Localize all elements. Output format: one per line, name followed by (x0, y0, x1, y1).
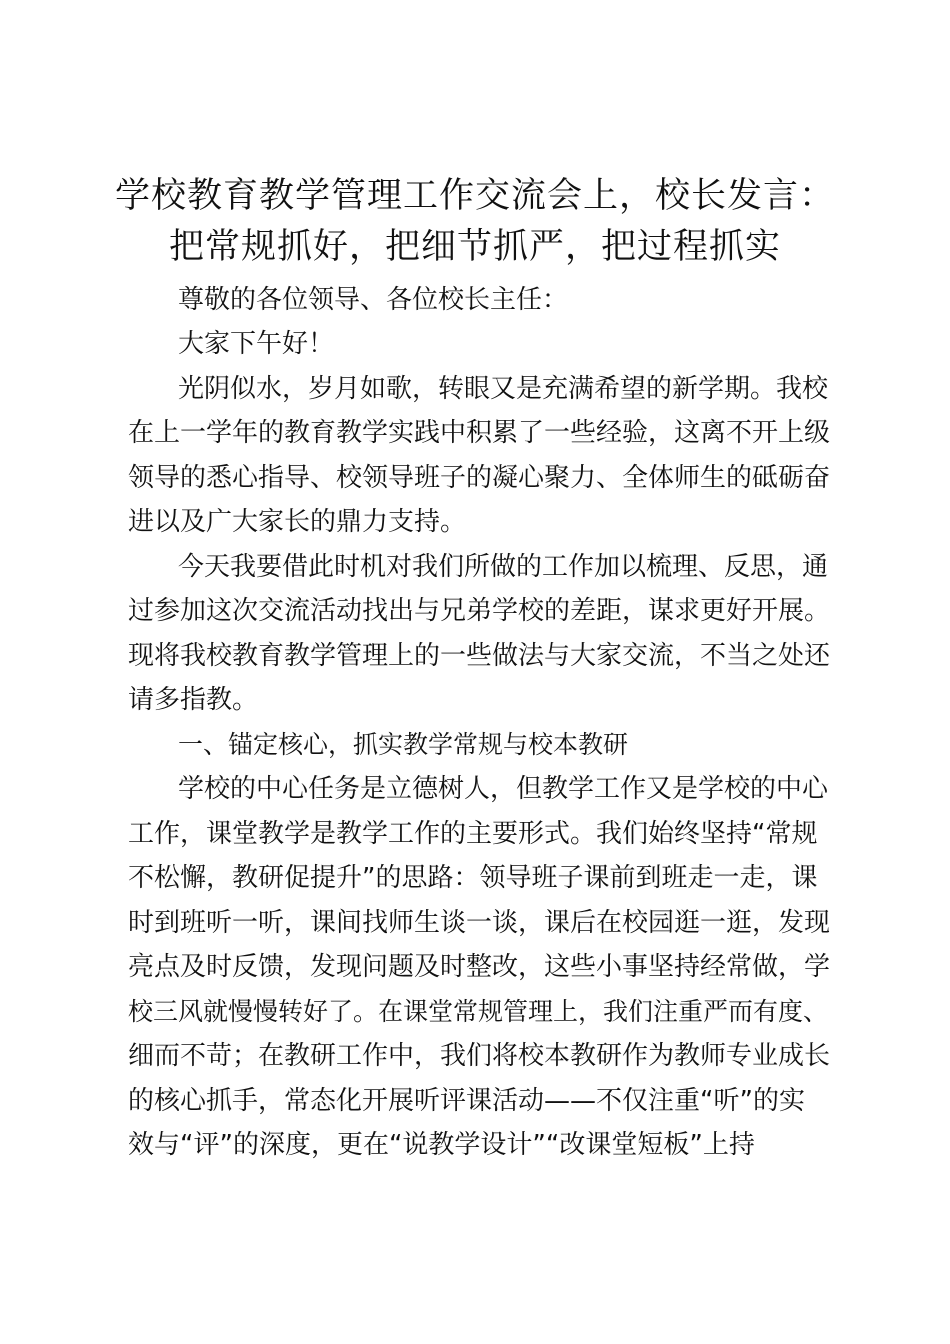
paragraph-3-line: 不松懈，教研促提升”的思路：领导班子课前到班走一走，课 (128, 863, 818, 893)
paragraph-3-line: 学校的中心任务是立德树人，但教学工作又是学校的中心 (178, 774, 829, 804)
paragraph-1-line: 领导的悉心指导、校领导班子的凝心聚力、全体师生的砥砺奋 (128, 463, 831, 493)
paragraph-3-line: 时到班听一听，课间找师生谈一谈，课后在校园逛一逛，发现 (128, 908, 831, 938)
paragraph-2-line: 请多指教。 (128, 685, 259, 715)
paragraph-3-line: 细而不苛；在教研工作中，我们将校本教研作为教师专业成长 (128, 1041, 831, 1071)
paragraph-3-line: 工作，课堂教学是教学工作的主要形式。我们始终坚持“常规 (128, 819, 818, 849)
salutation: 尊敬的各位领导、各位校长主任： (178, 285, 569, 315)
title-line-1: 学校教育教学管理工作交流会上，校长发言： (114, 176, 835, 216)
paragraph-2-line: 过参加这次交流活动找出与兄弟学校的差距，谋求更好开展。 (128, 596, 831, 626)
paragraph-3-line: 亮点及时反馈，发现问题及时整改，这些小事坚持经常做，学 (128, 952, 831, 982)
paragraph-3-line: 的核心抓手，常态化开展听评课活动——不仅注重“听”的实 (128, 1086, 805, 1116)
title-line-2: 把常规抓好，把细节抓严，把过程抓实 (168, 227, 781, 267)
paragraph-2-line: 现将我校教育教学管理上的一些做法与大家交流，不当之处还 (128, 641, 831, 671)
greeting: 大家下午好！ (178, 329, 335, 359)
paragraph-3-line: 效与“评”的深度，更在“说教学设计”“改课堂短板”上持 (128, 1130, 755, 1160)
paragraph-1-line: 进以及广大家长的鼎力支持。 (128, 507, 467, 537)
section-1-heading: 一、锚定核心，抓实教学常规与校本教研 (178, 730, 629, 759)
paragraph-2-line: 今天我要借此时机对我们所做的工作加以梳理、反思，通 (178, 552, 829, 582)
paragraph-3-line: 校三风就慢慢转好了。在课堂常规管理上，我们注重严而有度、 (128, 997, 829, 1026)
paragraph-1-line: 光阴似水，岁月如歌，转眼又是充满希望的新学期。我校 (178, 374, 829, 404)
paragraph-1-line: 在上一学年的教育教学实践中积累了一些经验，这离不开上级 (128, 418, 831, 448)
